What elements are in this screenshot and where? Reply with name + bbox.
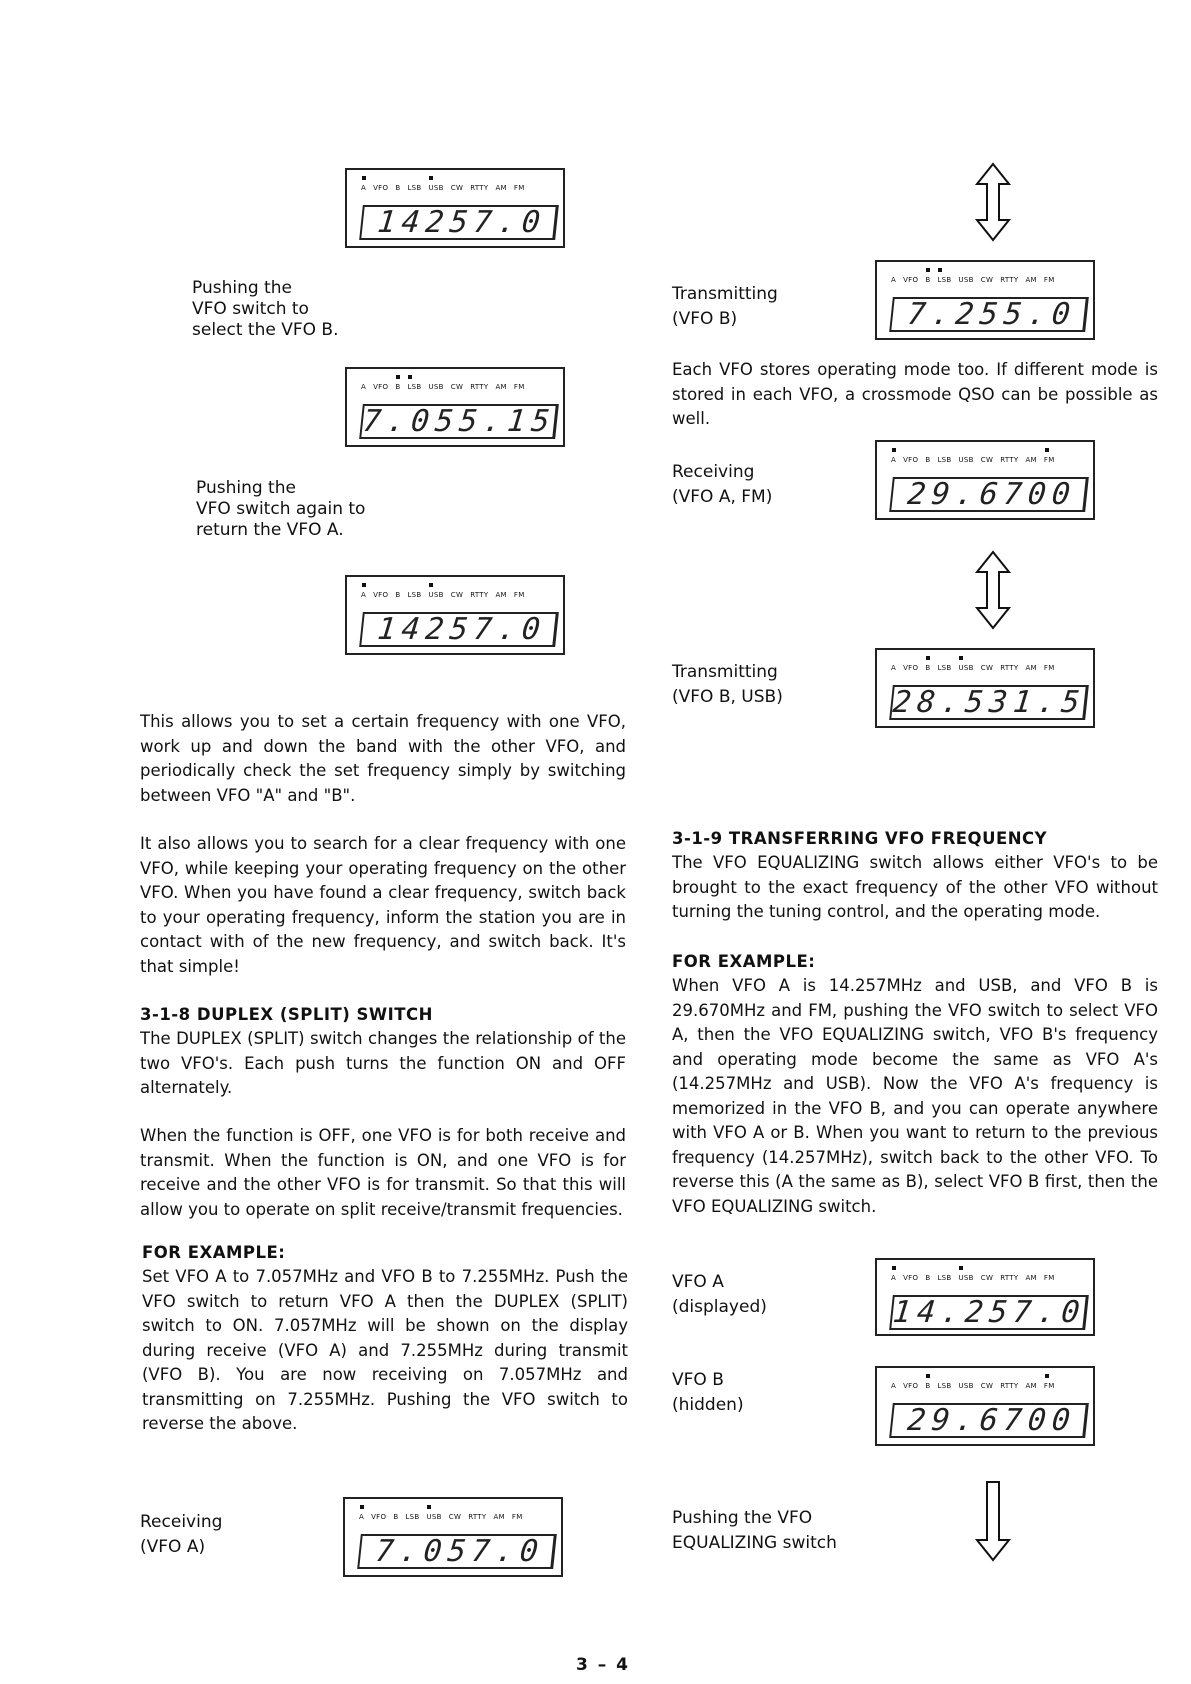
indicator-usb: USB [958, 1274, 974, 1282]
body-paragraph: When the function is OFF, one VFO is for both receive and transmit. When the function is ON, and one VFO is for receive and the other VFO is for transmit. So that this will allow you to operate on split receive/transmit frequencies. [140, 1126, 626, 1219]
indicator-fm: FM [1043, 456, 1055, 464]
body-paragraph: It also allows you to search for a clear frequency with one VFO, while keeping your operating frequency on the other VFO. When you have found a clear frequency, switch back to your operating frequency, inform the station you are in contact with of the new frequency, and switch back. It's that simple! [140, 834, 626, 976]
lcd-display [875, 1258, 1095, 1336]
indicator-rtty: RTTY [1000, 276, 1019, 284]
lcd-display [343, 1497, 563, 1577]
indicator-usb: USB [958, 456, 974, 464]
section-heading: 3-1-8 DUPLEX (SPLIT) SWITCH [140, 1005, 433, 1024]
caption-line: (hidden) [672, 1395, 744, 1415]
indicator-cw: CW [450, 184, 464, 192]
body-paragraph: The VFO EQUALIZING switch allows either VFO's to be brought to the exact frequency of the other VFO without turning the tuning control, and the operating mode. [672, 853, 1158, 921]
indicator-lsb: LSB [407, 591, 422, 599]
indicator-vfo: VFO [373, 591, 389, 599]
lcd-display [875, 260, 1095, 340]
frequency-readout: 7.057.0 [357, 1534, 557, 1569]
indicator-b: B [925, 1382, 931, 1390]
section-heading: 3-1-9 TRANSFERRING VFO FREQUENCY [672, 829, 1048, 848]
frequency-readout: 7.255.0 [889, 297, 1089, 332]
indicator-lsb: LSB [937, 1382, 952, 1390]
page-number: 3 – 4 [576, 1655, 630, 1675]
indicator-fm: FM [513, 184, 525, 192]
indicator-b: B [395, 591, 401, 599]
indicator-a: A [361, 383, 367, 391]
caption-line: (displayed) [672, 1297, 767, 1317]
indicator-rtty: RTTY [470, 184, 489, 192]
caption-line: EQUALIZING switch [672, 1533, 837, 1553]
indicator-fm: FM [511, 1513, 523, 1521]
indicator-fm: FM [1043, 1274, 1055, 1282]
caption-line: VFO switch again to [196, 499, 366, 519]
indicator-am: AM [1025, 456, 1037, 464]
indicator-rtty: RTTY [1000, 1274, 1019, 1282]
caption [672, 1506, 837, 1556]
mode-indicators [891, 1274, 1085, 1282]
frequency-readout: 14257.0 [359, 612, 559, 647]
indicator-rtty: RTTY [468, 1513, 487, 1521]
caption-line: Transmitting [672, 284, 778, 304]
indicator-fm: FM [1043, 1382, 1055, 1390]
indicator-lsb: LSB [937, 664, 952, 672]
indicator-cw: CW [980, 456, 994, 464]
indicator-usb: USB [958, 664, 974, 672]
caption-line: Receiving [140, 1512, 223, 1532]
indicator-b: B [393, 1513, 399, 1521]
indicator-am: AM [1025, 276, 1037, 284]
indicator-a: A [891, 276, 897, 284]
subheading: FOR EXAMPLE: [672, 952, 816, 971]
indicator-rtty: RTTY [470, 591, 489, 599]
caption [192, 278, 338, 341]
caption-line: (VFO B, USB) [672, 687, 783, 707]
mode-indicators [891, 456, 1085, 464]
frequency-readout: 14257.0 [359, 205, 559, 240]
caption-line: (VFO A) [140, 1537, 206, 1557]
indicator-usb: USB [426, 1513, 442, 1521]
down-arrow-icon [975, 1480, 1011, 1562]
indicator-am: AM [1025, 1274, 1037, 1282]
indicator-am: AM [495, 383, 507, 391]
indicator-usb: USB [428, 383, 444, 391]
frequency-readout: 29.6700 [889, 1403, 1089, 1438]
indicator-b: B [395, 383, 401, 391]
subheading: FOR EXAMPLE: [142, 1243, 286, 1262]
indicator-rtty: RTTY [1000, 456, 1019, 464]
indicator-am: AM [1025, 1382, 1037, 1390]
indicator-usb: USB [428, 591, 444, 599]
indicator-cw: CW [450, 591, 464, 599]
frequency-readout: 14.257.0 [891, 1295, 1088, 1330]
lcd-display [875, 1366, 1095, 1446]
caption-line: VFO A [672, 1272, 724, 1292]
caption-line: VFO switch to [192, 299, 309, 319]
indicator-a: A [359, 1513, 365, 1521]
indicator-b: B [925, 664, 931, 672]
caption-line: VFO B [672, 1370, 724, 1390]
indicator-lsb: LSB [937, 456, 952, 464]
indicator-a: A [361, 184, 367, 192]
mode-indicators [359, 1513, 553, 1521]
indicator-usb: USB [428, 184, 444, 192]
frequency-readout: 28.531.5 [891, 685, 1088, 720]
caption-line: Transmitting [672, 662, 778, 682]
indicator-cw: CW [450, 383, 464, 391]
indicator-vfo: VFO [371, 1513, 387, 1521]
caption [672, 282, 778, 332]
mode-indicators [361, 383, 555, 391]
caption [672, 660, 783, 710]
lcd-display [345, 168, 565, 248]
indicator-fm: FM [513, 383, 525, 391]
indicator-am: AM [493, 1513, 505, 1521]
caption [672, 460, 772, 510]
indicator-vfo: VFO [903, 1382, 919, 1390]
body-paragraph: Each VFO stores operating mode too. If different mode is stored in each VFO, a crossmode QSO can be possible as well. [672, 360, 1158, 428]
indicator-vfo: VFO [903, 1274, 919, 1282]
caption-line: Pushing the [192, 278, 292, 298]
indicator-vfo: VFO [903, 664, 919, 672]
double-arrow-icon [975, 550, 1011, 630]
double-arrow-icon [975, 162, 1011, 242]
lcd-display [345, 367, 565, 447]
indicator-fm: FM [1043, 664, 1055, 672]
caption [672, 1270, 767, 1320]
indicator-fm: FM [513, 591, 525, 599]
mode-indicators [361, 184, 555, 192]
indicator-a: A [891, 456, 897, 464]
body-paragraph: The DUPLEX (SPLIT) switch changes the relationship of the two VFO's. Each push turns the function ON and OFF alternately. [140, 1029, 626, 1097]
indicator-cw: CW [448, 1513, 462, 1521]
indicator-cw: CW [980, 664, 994, 672]
lcd-display [875, 440, 1095, 520]
caption-line: (VFO A, FM) [672, 487, 773, 507]
caption-line: Receiving [672, 462, 755, 482]
mode-indicators [361, 591, 555, 599]
indicator-lsb: LSB [407, 184, 422, 192]
indicator-am: AM [1025, 664, 1037, 672]
indicator-lsb: LSB [937, 276, 952, 284]
indicator-a: A [361, 591, 367, 599]
indicator-a: A [891, 664, 897, 672]
indicator-cw: CW [980, 276, 994, 284]
indicator-lsb: LSB [405, 1513, 420, 1521]
caption-line: (VFO B) [672, 309, 738, 329]
caption [196, 478, 365, 541]
body-paragraph: This allows you to set a certain frequency with one VFO, work up and down the band with the other VFO, and periodically check the set frequency simply by switching between VFO "A" and "B". [140, 712, 626, 805]
lcd-display [345, 575, 565, 655]
mode-indicators [891, 1382, 1085, 1390]
indicator-vfo: VFO [373, 184, 389, 192]
indicator-a: A [891, 1274, 897, 1282]
caption-line: Pushing the VFO [672, 1508, 813, 1528]
indicator-am: AM [495, 591, 507, 599]
indicator-usb: USB [958, 276, 974, 284]
caption-line: return the VFO A. [196, 520, 344, 540]
indicator-b: B [925, 456, 931, 464]
indicator-usb: USB [958, 1382, 974, 1390]
indicator-vfo: VFO [903, 456, 919, 464]
indicator-cw: CW [980, 1274, 994, 1282]
indicator-rtty: RTTY [470, 383, 489, 391]
indicator-lsb: LSB [937, 1274, 952, 1282]
frequency-readout: 7.055.15 [361, 404, 558, 439]
indicator-lsb: LSB [407, 383, 422, 391]
indicator-a: A [891, 1382, 897, 1390]
frequency-readout: 29.6700 [889, 477, 1089, 512]
indicator-b: B [395, 184, 401, 192]
indicator-am: AM [495, 184, 507, 192]
lcd-display [875, 648, 1095, 728]
caption [672, 1368, 744, 1418]
indicator-rtty: RTTY [1000, 1382, 1019, 1390]
mode-indicators [891, 276, 1085, 284]
indicator-rtty: RTTY [1000, 664, 1019, 672]
mode-indicators [891, 664, 1085, 672]
body-paragraph: Set VFO A to 7.057MHz and VFO B to 7.255MHz. Push the VFO switch to return VFO A then the DUPLEX (SPLIT) switch to ON. 7.057MHz will be shown on the display during receive (VFO A) and 7.255MHz during transmit (VFO B). You are now receiving on 7.057MHz and transmitting on 7.255MHz. Pushing the VFO switch to reverse the above. [142, 1267, 628, 1433]
caption [140, 1510, 222, 1560]
indicator-fm: FM [1043, 276, 1055, 284]
indicator-b: B [925, 1274, 931, 1282]
indicator-vfo: VFO [373, 383, 389, 391]
indicator-vfo: VFO [903, 276, 919, 284]
body-paragraph: When VFO A is 14.257MHz and USB, and VFO B is 29.670MHz and FM, pushing the VFO switch to select VFO A, then the VFO EQUALIZING switch, VFO B's frequency and operating mode become the same as VFO A's (14.257MHz and USB). Now the VFO A's frequency is memorized in the VFO B, and you can operate anywhere with VFO A or B. When you want to return to the previous frequency (14.257MHz), switch back to the other VFO. To reverse this (A the same as B), select VFO B first, then the VFO EQUALIZING switch. [672, 976, 1158, 1216]
caption-line: Pushing the [196, 478, 296, 498]
indicator-cw: CW [980, 1382, 994, 1390]
caption-line: select the VFO B. [192, 320, 339, 340]
indicator-b: B [925, 276, 931, 284]
